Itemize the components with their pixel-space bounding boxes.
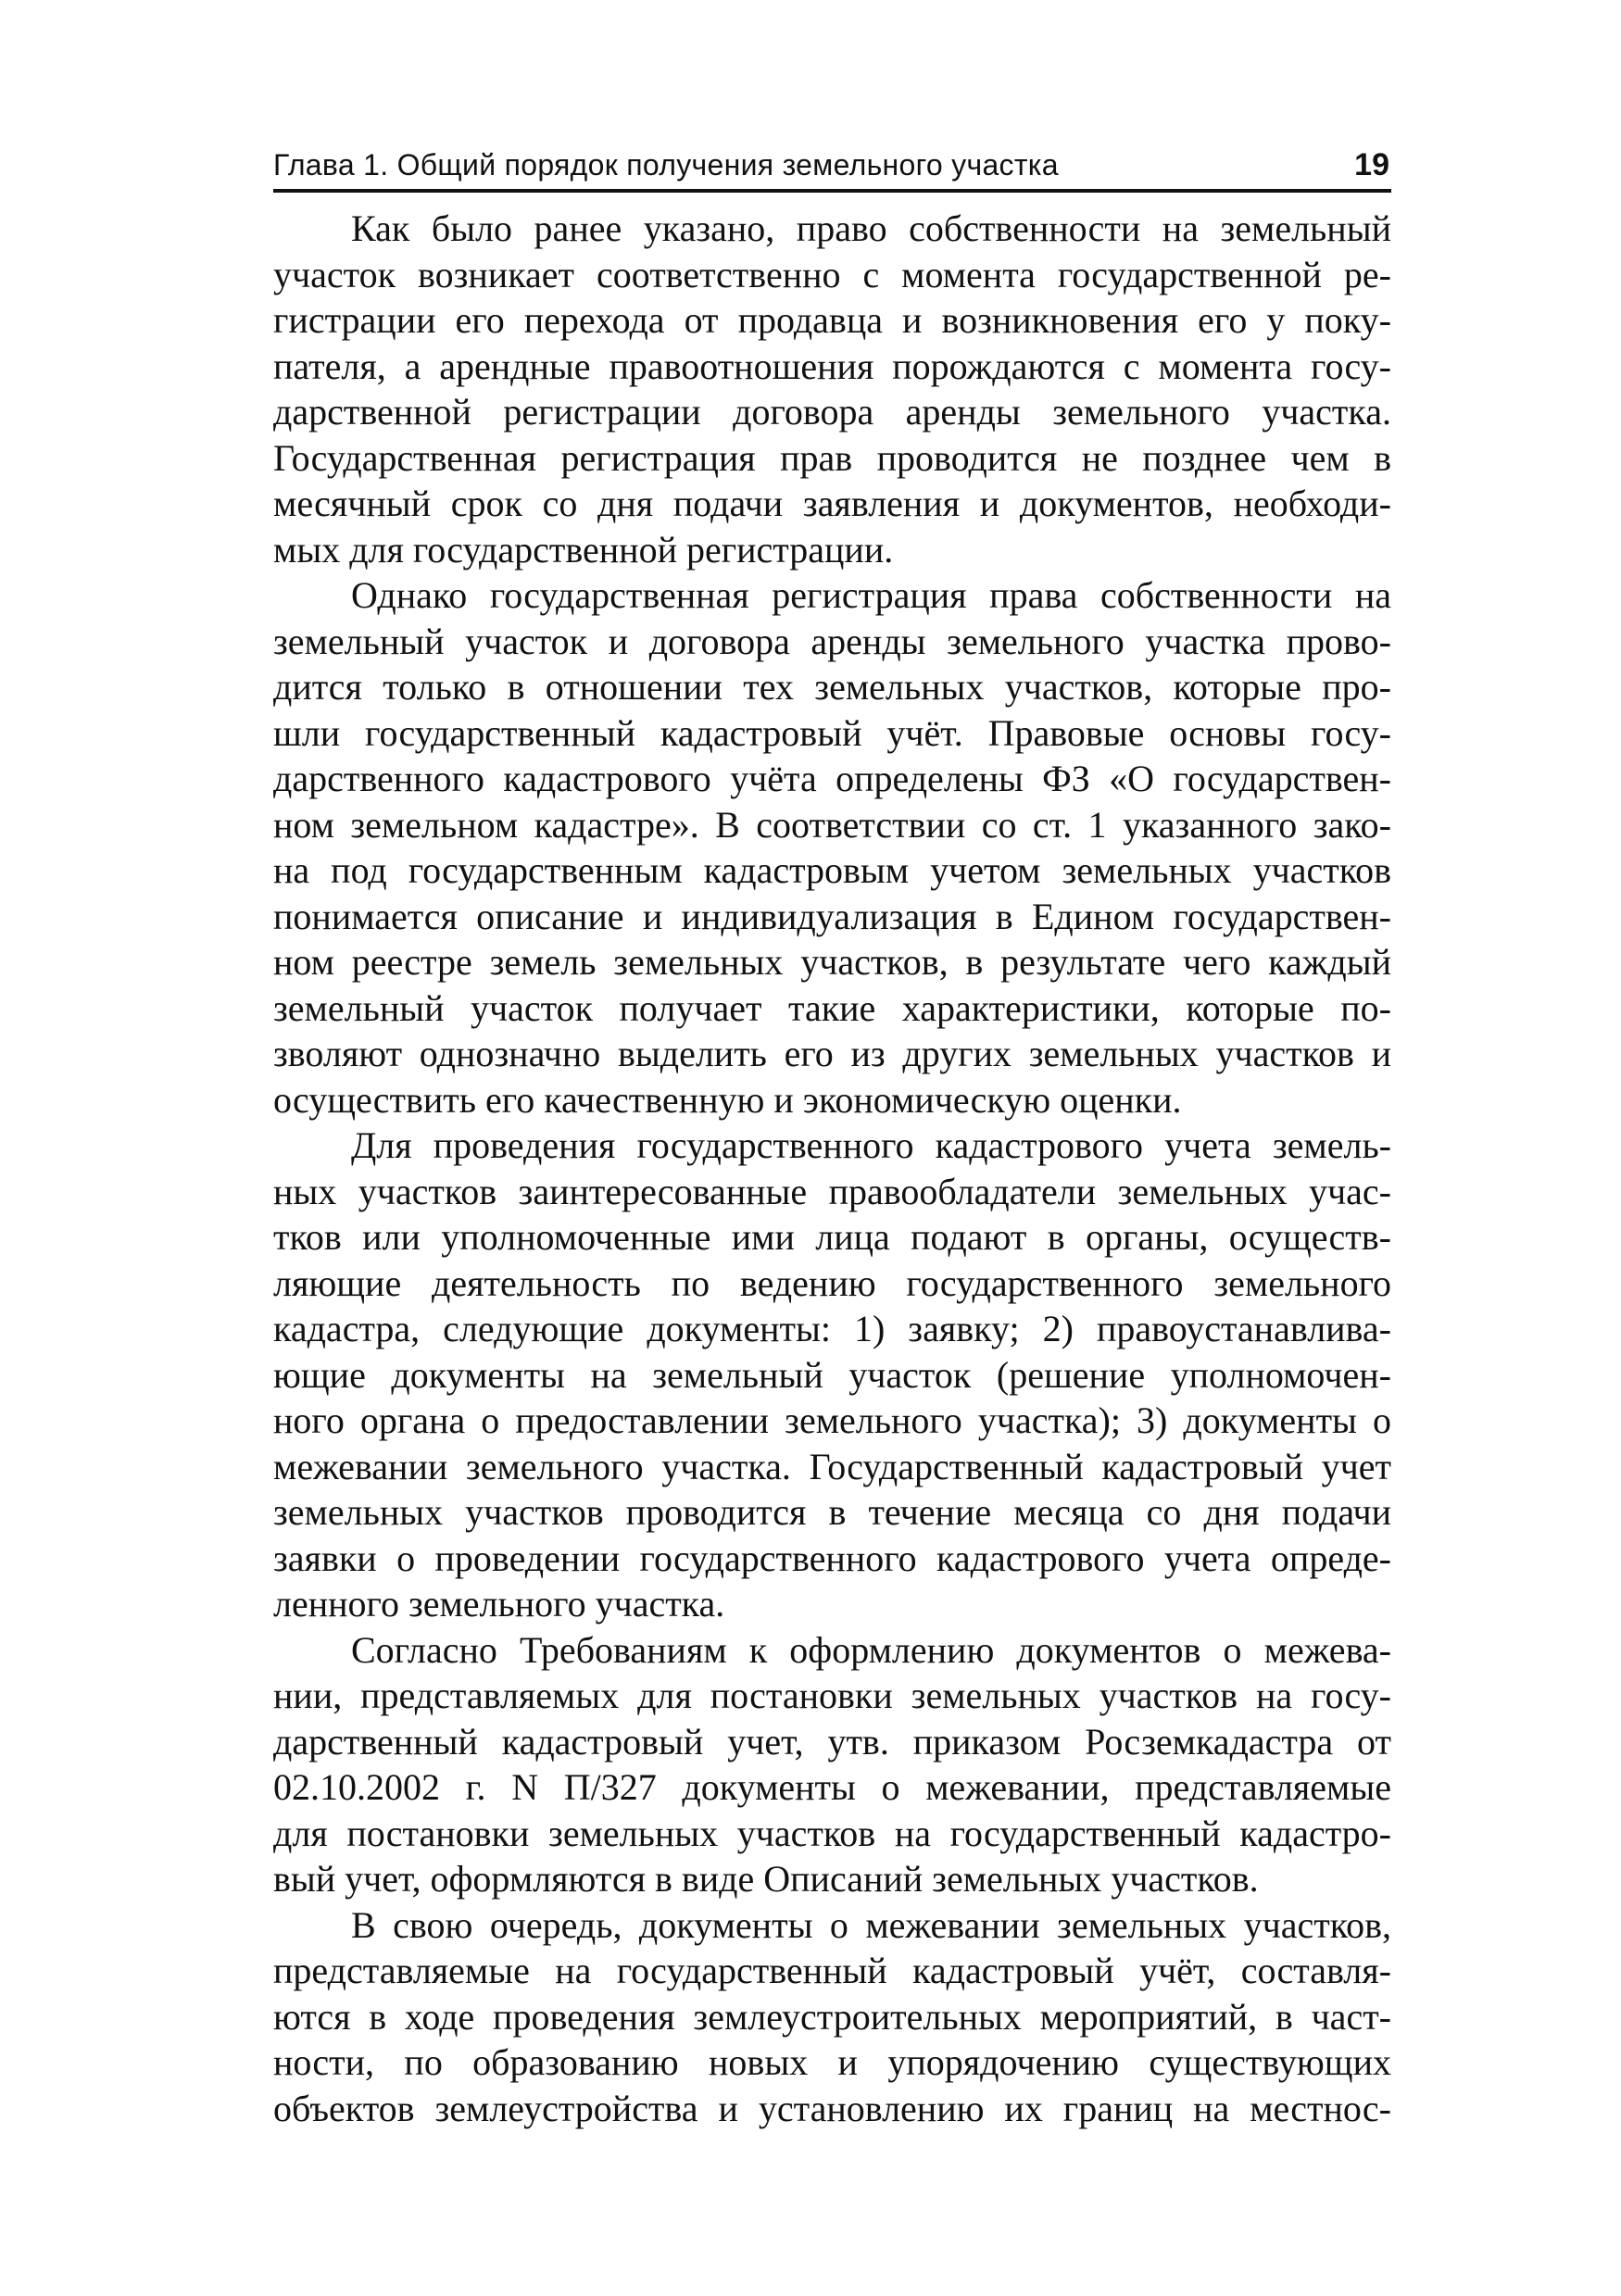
text-line: межевании земельного участка. Государственный кадастровый учет xyxy=(273,1445,1391,1487)
text-line: зволяют однозначно выделить его из других земельных участков и xyxy=(273,1033,1391,1074)
paragraph xyxy=(273,1627,1391,1902)
text-line: месячный срок со дня подачи заявления и документов, необходи- xyxy=(273,483,1391,524)
text-line: понимается описание и индивидуализация в Едином государствен- xyxy=(273,895,1391,937)
text-line: Для проведения государственного кадастрового учета земель- xyxy=(351,1124,1391,1166)
text-line: осуществить его качественную и экономическую оценки. xyxy=(273,1078,1182,1121)
text-line: Согласно Требованиям к оформлению документов о межева- xyxy=(351,1628,1391,1671)
text-line: участок возникает соответственно с момента государственной ре- xyxy=(273,253,1391,295)
text-line: гистрации его перехода от продавца и возникновения его у поку- xyxy=(273,299,1391,341)
text-line: дарственного кадастрового учёта определены ФЗ «О государствен- xyxy=(273,758,1391,799)
text-line: ющие документы на земельный участок (решение уполномочен- xyxy=(273,1353,1391,1396)
text-line: ются в ходе проведения землеустроительных мероприятий, в част- xyxy=(273,1995,1391,2038)
text-line: Однако государственная регистрация права собственности на xyxy=(351,574,1391,616)
paragraph xyxy=(273,572,1391,1123)
text-line: для постановки земельных участков на государственный кадастро- xyxy=(273,1812,1391,1854)
text-line: тков или уполномоченные ими лица подают в органы, осуществ- xyxy=(273,1216,1391,1258)
text-line: ленного земельного участка. xyxy=(273,1583,725,1625)
text-line: дарственной регистрации договора аренды земельного участка. xyxy=(273,391,1391,433)
running-title: Глава 1. Общий порядок получения земельного участка xyxy=(273,148,1059,182)
text-line: вый учет, оформляются в виде Описаний земельных участков. xyxy=(273,1858,1259,1900)
page-number: 19 xyxy=(1354,147,1389,182)
text-line: земельный участок получает такие характеристики, которые по- xyxy=(273,986,1391,1029)
text-line: пателя, а арендные правоотношения порождаются с момента госу- xyxy=(273,345,1391,387)
text-line: дится только в отношении тех земельных участков, которые про- xyxy=(273,666,1391,708)
text-line: ном земельном кадастре». В соответствии со ст. 1 указанного зако- xyxy=(273,803,1391,846)
text-line: заявки о проведении государственного кадастрового учета опреде- xyxy=(273,1537,1391,1579)
text-line: представляемые на государственный кадастровый учёт, составля- xyxy=(273,1950,1391,1991)
body-text xyxy=(273,206,1391,2131)
text-line: кадастра, следующие документы: 1) заявку; 2) правоустанавлива- xyxy=(273,1308,1391,1349)
page-header xyxy=(273,146,1391,193)
text-line: ном реестре земель земельных участков, в результате чего каждый xyxy=(273,941,1391,983)
text-line: земельный участок и договора аренды земельного участка прово- xyxy=(273,620,1391,662)
text-line: Государственная регистрация прав проводится не позднее чем в xyxy=(273,436,1391,479)
text-line: шли государственный кадастровый учёт. Правовые основы госу- xyxy=(273,711,1391,754)
paragraph xyxy=(273,1123,1391,1627)
paragraph xyxy=(273,1902,1391,2132)
text-line: ных участков заинтересованные правообладатели земельных учас- xyxy=(273,1170,1391,1212)
text-line: мых для государственной регистрации. xyxy=(273,528,894,571)
text-line: нии, представляемых для постановки земельных участков на госу- xyxy=(273,1675,1391,1716)
text-line: В свою очередь, документы о межевании земельных участков, xyxy=(351,1903,1391,1946)
text-line: ности, по образованию новых и упорядочению существующих xyxy=(273,2041,1391,2083)
paragraph xyxy=(273,206,1391,572)
text-line: ного органа о предоставлении земельного участка); 3) документы о xyxy=(273,1399,1391,1441)
text-line: земельных участков проводится в течение месяца со дня подачи xyxy=(273,1491,1391,1533)
text-line: 02.10.2002 г. N П/327 документы о межевании, представляемые xyxy=(273,1766,1391,1808)
text-line: на под государственным кадастровым учетом земельных участков xyxy=(273,849,1391,891)
text-line: объектов землеустройства и установлению их границ на местнос- xyxy=(273,2087,1391,2129)
text-line: Как было ранее указано, право собственности на земельный xyxy=(351,207,1391,249)
text-line: ляющие деятельность по ведению государственного земельного xyxy=(273,1261,1391,1304)
text-line: дарственный кадастровый учет, утв. приказом Росземкадастра от xyxy=(273,1720,1391,1763)
